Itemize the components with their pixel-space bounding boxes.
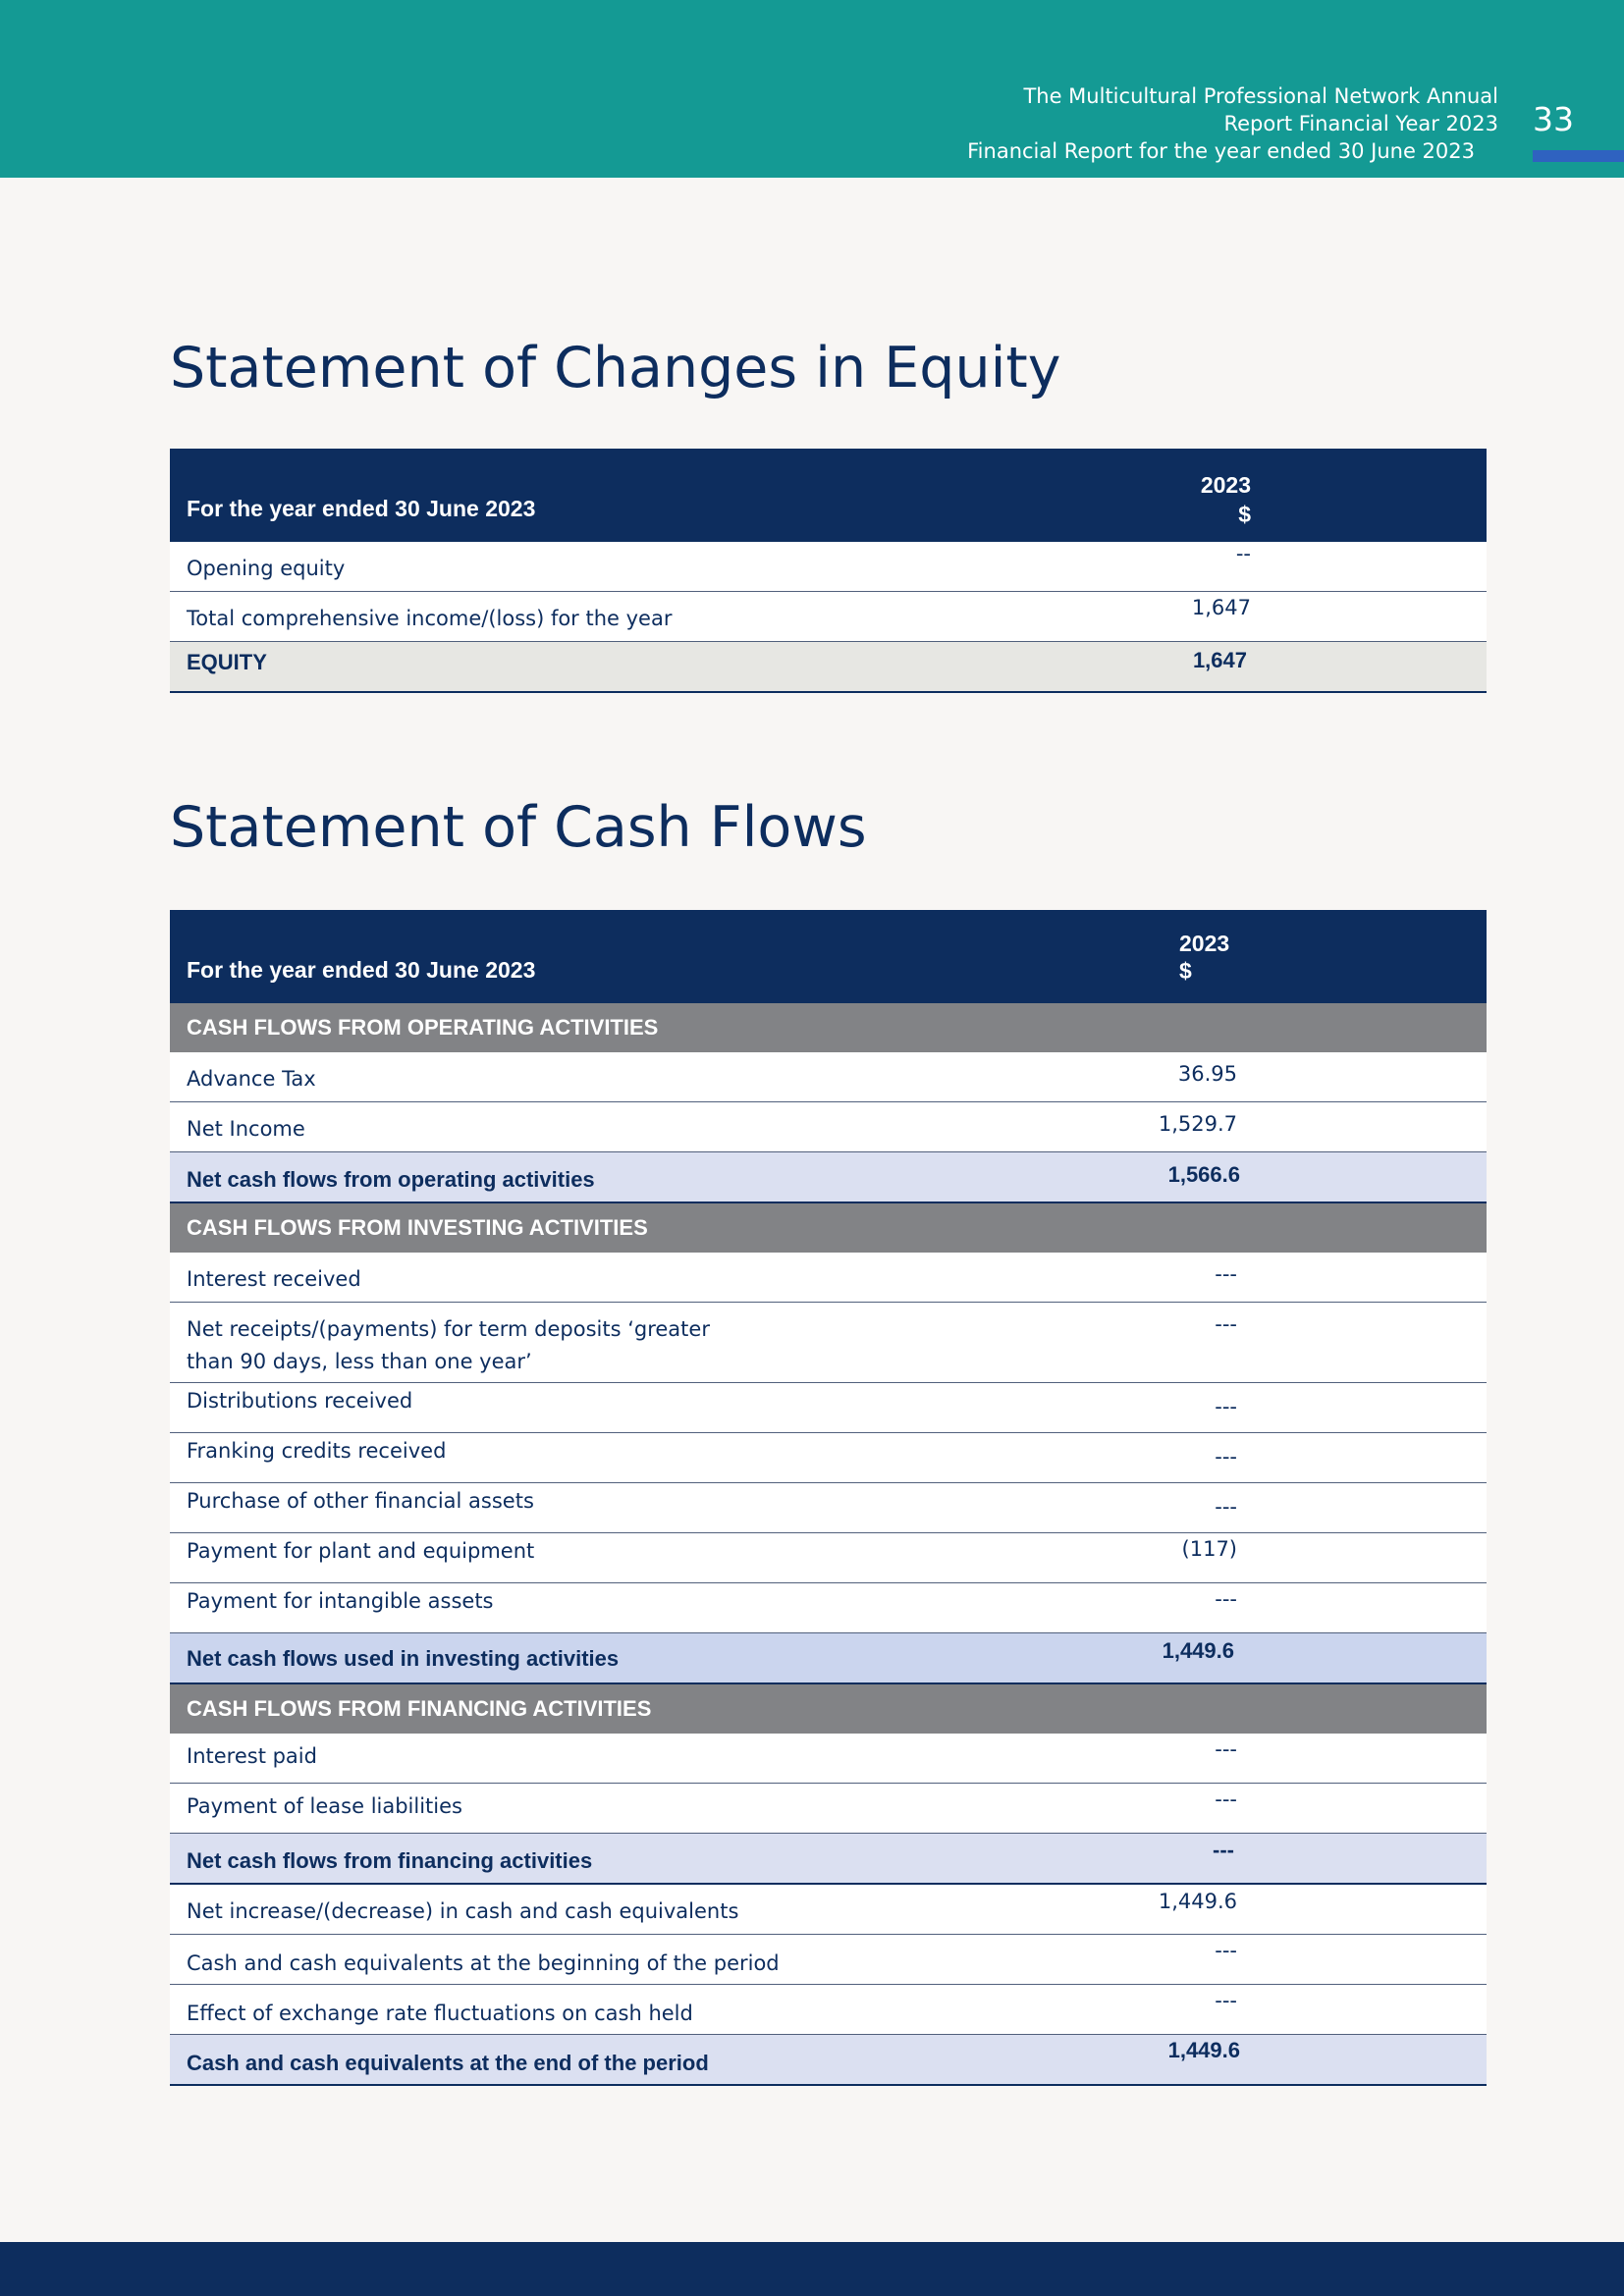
financing-total-row: [170, 1834, 1487, 1885]
row-label: EQUITY: [187, 650, 267, 674]
row-label: Total comprehensive income/(loss) for the year: [187, 607, 673, 630]
cashflow-period-label: For the year ended 30 June 2023: [187, 957, 536, 983]
row-label: Net cash flows from financing activities: [187, 1848, 593, 1873]
table-row: [170, 542, 1487, 592]
report-title-line-1: The Multicultural Professional Network Annual: [1023, 84, 1498, 108]
row-value: 1,566.6: [1167, 1162, 1240, 1187]
row-label: Interest paid: [187, 1744, 317, 1768]
row-value: ---: [1215, 1445, 1237, 1468]
row-value: ---: [1215, 1989, 1237, 2012]
table-row: [170, 1483, 1487, 1533]
table-row: [170, 1433, 1487, 1483]
table-row: [170, 1583, 1487, 1633]
row-value: 1,449.6: [1162, 1638, 1234, 1663]
financing-heading-row: [170, 1684, 1487, 1734]
table-row: [170, 1935, 1487, 1985]
row-value: --: [1235, 542, 1251, 565]
row-value: 1,529.7: [1158, 1112, 1237, 1136]
investing-heading-row: [170, 1203, 1487, 1253]
equity-table: [170, 449, 1487, 693]
operating-total-row: [170, 1152, 1487, 1203]
row-label: Net cash flows used in investing activities: [187, 1646, 620, 1671]
row-value: ---: [1215, 1262, 1237, 1286]
equity-section-title: Statement of Changes in Equity: [170, 336, 1061, 400]
row-label: Franking credits received: [187, 1439, 447, 1463]
category-heading: CASH FLOWS FROM INVESTING ACTIVITIES: [187, 1215, 648, 1240]
cashflow-year-column: [1179, 930, 1229, 985]
row-value: ---: [1215, 1587, 1237, 1611]
table-row: [170, 1985, 1487, 2035]
table-row: [170, 1734, 1487, 1784]
table-row: [170, 1533, 1487, 1583]
investing-total-row: [170, 1633, 1487, 1684]
report-title-line-2: Report Financial Year 2023: [1223, 112, 1498, 135]
row-label: Advance Tax: [187, 1067, 316, 1091]
row-label: Payment of lease liabilities: [187, 1794, 462, 1818]
row-label: Cash and cash equivalents at the beginning of the period: [187, 1951, 780, 1975]
operating-heading-row: [170, 1003, 1487, 1052]
row-value: 1,647: [1192, 648, 1247, 672]
page-accent-bar: [1533, 150, 1624, 162]
row-label: Cash and cash equivalents at the end of the period: [187, 2051, 709, 2075]
row-label: Purchase of other financial assets: [187, 1489, 534, 1513]
equity-year: 2023: [1200, 472, 1251, 498]
table-row: [170, 1052, 1487, 1102]
row-value: (117): [1181, 1537, 1237, 1561]
row-value: 36.95: [1177, 1062, 1237, 1086]
equity-currency: $: [1238, 502, 1251, 527]
row-label: Opening equity: [187, 557, 346, 580]
row-value: 1,449.6: [1158, 1890, 1237, 1913]
row-value: ---: [1215, 1312, 1237, 1336]
table-row: [170, 1253, 1487, 1303]
ending-cash-total-row: [170, 2035, 1487, 2086]
row-value: 1,449.6: [1167, 2038, 1240, 2062]
row-label: Net increase/(decrease) in cash and cash equivalents: [187, 1899, 739, 1923]
cashflow-currency: $: [1179, 958, 1192, 984]
table-row: [170, 1784, 1487, 1834]
category-heading: CASH FLOWS FROM OPERATING ACTIVITIES: [187, 1015, 659, 1040]
equity-year-column: [1201, 470, 1251, 529]
report-subtitle: Financial Report for the year ended 30 June 2023: [967, 139, 1475, 163]
row-value: ---: [1213, 1838, 1234, 1862]
row-value: ---: [1215, 1495, 1237, 1519]
header-text: [811, 82, 1498, 165]
table-row: [170, 1885, 1487, 1935]
table-row: [170, 1303, 1487, 1383]
cashflow-year: 2023: [1179, 931, 1230, 956]
equity-table-header: [170, 449, 1487, 542]
table-row: [170, 1102, 1487, 1152]
row-label: Interest received: [187, 1267, 361, 1291]
row-value: 1,647: [1191, 596, 1251, 619]
row-value: ---: [1215, 1788, 1237, 1811]
footer-band: [0, 2242, 1624, 2296]
row-label: Distributions received: [187, 1389, 413, 1413]
page-number: 33: [1533, 100, 1574, 138]
row-label: Net receipts/(payments) for term deposits ‘greater than 90 days, less than one year’: [187, 1317, 710, 1373]
cashflow-table-header: [170, 910, 1487, 1003]
equity-period-label: For the year ended 30 June 2023: [187, 496, 536, 521]
row-label: Payment for intangible assets: [187, 1589, 494, 1613]
table-row: [170, 1383, 1487, 1433]
row-label: Payment for plant and equipment: [187, 1539, 535, 1563]
cashflow-table: [170, 910, 1487, 2086]
row-label: Net Income: [187, 1117, 305, 1141]
equity-total-row: [170, 642, 1487, 693]
row-label: Net cash flows from operating activities: [187, 1167, 595, 1192]
table-row: [170, 592, 1487, 642]
row-value: ---: [1215, 1395, 1237, 1418]
row-value: ---: [1215, 1737, 1237, 1761]
category-heading: CASH FLOWS FROM FINANCING ACTIVITIES: [187, 1696, 652, 1721]
cashflow-section-title: Statement of Cash Flows: [170, 795, 867, 860]
row-value: ---: [1215, 1939, 1237, 1962]
row-label: Effect of exchange rate fluctuations on cash held: [187, 2002, 693, 2025]
